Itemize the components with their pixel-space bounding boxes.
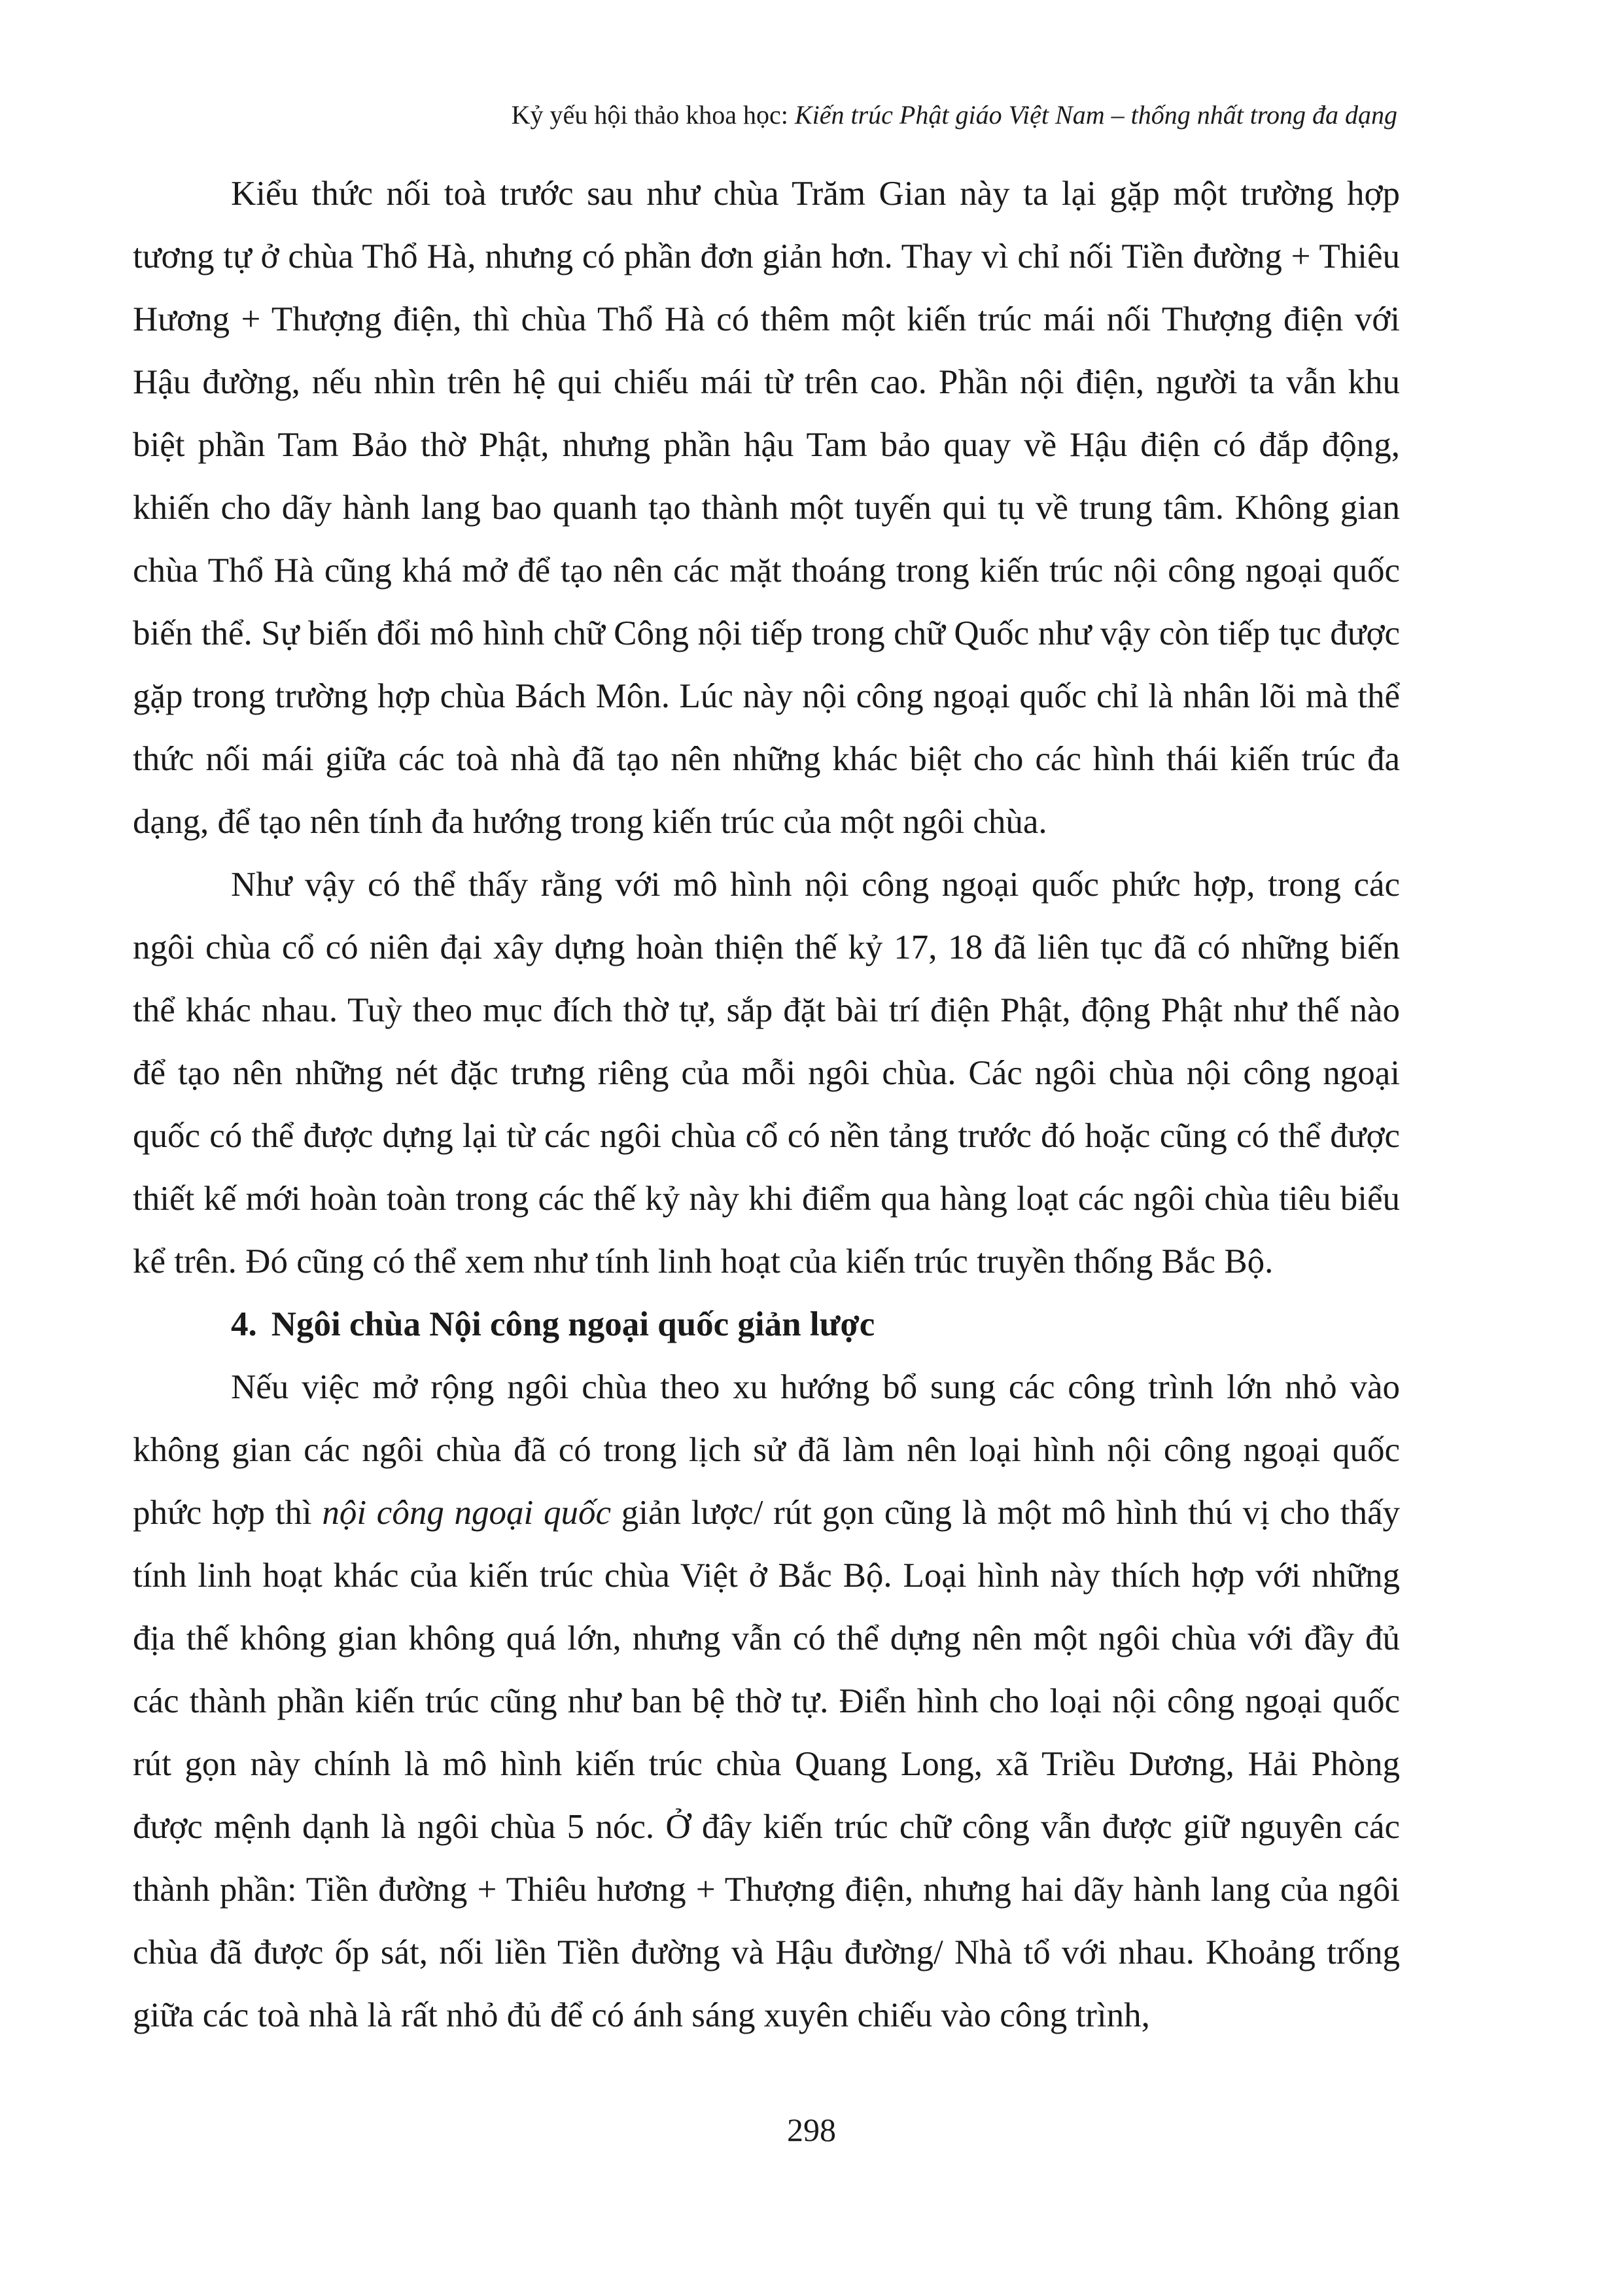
section-number: 4. xyxy=(231,1305,257,1343)
paragraph-3-italic-term: nội công ngoại quốc xyxy=(322,1494,612,1532)
header-title: Kiến trúc Phật giáo Việt Nam – thống nhất trong đa dạng xyxy=(794,100,1397,130)
paragraph-3-part-1: Nếu việc mở rộng ngôi chùa theo xu hướng bổ sung các công trình lớn nhỏ vào không gian các ngôi chùa đã có trong lịch sử đã làm nên loại hình nội công ngoại quốc phức hợp thì xyxy=(133,1368,1400,1532)
paragraph-3-part-2: giản lược/ rút gọn cũng là một mô hình thú vị cho thấy tính linh hoạt khác của kiến trúc chùa Việt ở Bắc Bộ. Loại hình này thích hợp với những địa thế không gian không quá lớn, nhưng vẫn có thể dựng nên một ngôi chùa với đầy đủ các thành phần kiến trúc cũng như ban bệ thờ tự. Điển hình cho loại nội công ngoại quốc rút gọn này chính là mô hình kiến trúc chùa Quang Long, xã Triều Dương, Hải Phòng được mệnh dạnh là ngôi chùa 5 nóc. Ở đây kiến trúc chữ công vẫn được giữ nguyên các thành phần: Tiền đường + Thiêu hương + Thượng điện, nhưng hai dãy hành lang của ngôi chùa đã được ốp sát, nối liền Tiền đường và Hậu đường/ Nhà tổ với nhau. Khoảng trống giữa các toà nhà là rất nhỏ đủ để có ánh sáng xuyên chiếu vào công trình, xyxy=(133,1494,1401,2034)
section-title: Ngôi chùa Nội công ngoại quốc giản lược xyxy=(271,1305,875,1343)
paragraph-3 xyxy=(133,1356,1400,2047)
paragraph-2: Như vậy có thể thấy rằng với mô hình nội công ngoại quốc phức hợp, trong các ngôi chùa cổ có niên đại xây dựng hoàn thiện thế kỷ 17, 18 đã liên tục đã có những biến thể khác nhau. Tuỳ theo mục đích thờ tự, sắp đặt bài trí điện Phật, động Phật như thế nào để tạo nên những nét đặc trưng riêng của mỗi ngôi chùa. Các ngôi chùa nội công ngoại quốc có thể được dựng lại từ các ngôi chùa cổ có nền tảng trước đó hoặc cũng có thể được thiết kế mới hoàn toàn trong các thế kỷ này khi điểm qua hàng loạt các ngôi chùa tiêu biểu kể trên. Đó cũng có thể xem như tính linh hoạt của kiến trúc truyền thống Bắc Bộ. xyxy=(133,866,1400,1280)
page-number: 298 xyxy=(787,2111,836,2148)
section-heading xyxy=(133,1293,1400,1356)
running-header xyxy=(512,97,1397,133)
paragraph-1: Kiểu thức nối toà trước sau như chùa Trăm Gian này ta lại gặp một trường hợp tương tự ở chùa Thổ Hà, nhưng có phần đơn giản hơn. Thay vì chỉ nối Tiền đường + Thiêu Hương + Thượng điện, thì chùa Thổ Hà có thêm một kiến trúc mái nối Thượng điện với Hậu đường, nếu nhìn trên hệ qui chiếu mái từ trên cao. Phần nội điện, người ta vẫn khu biệt phần Tam Bảo thờ Phật, nhưng phần hậu Tam bảo quay về Hậu điện có đắp động, khiến cho dãy hành lang bao quanh tạo thành một tuyến qui tụ về trung tâm. Không gian chùa Thổ Hà cũng khá mở để tạo nên các mặt thoáng trong kiến trúc nội công ngoại quốc biến thể. Sự biến đổi mô hình chữ Công nội tiếp trong chữ Quốc như vậy còn tiếp tục được gặp trong trường hợp chùa Bách Môn. Lúc này nội công ngoại quốc chỉ là nhân lõi mà thể thức nối mái giữa các toà nhà đã tạo nên những khác biệt cho các hình thái kiến trúc đa dạng, để tạo nên tính đa hướng trong kiến trúc của một ngôi chùa. xyxy=(133,175,1400,841)
document-body xyxy=(133,162,1400,2047)
header-prefix: Kỷ yếu hội thảo khoa học: xyxy=(511,100,795,130)
